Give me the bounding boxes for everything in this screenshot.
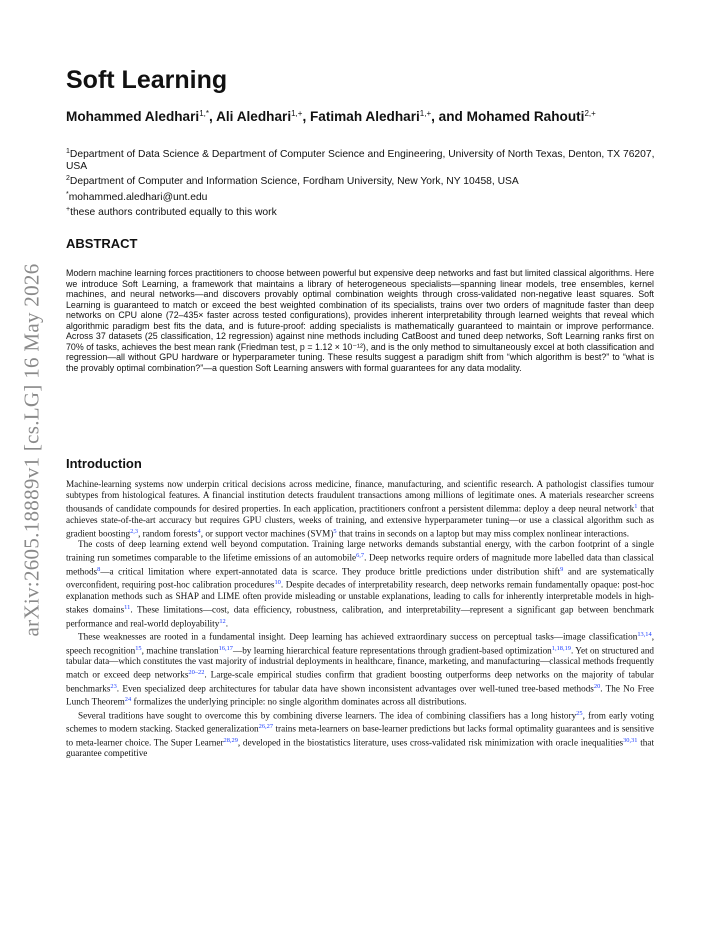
paragraph-text: and are systematically overconfident, requiring post-hoc calibration procedures	[66, 566, 654, 590]
author-name: Mohammed Aledhari	[66, 109, 200, 124]
introduction-paragraph	[66, 708, 654, 760]
author-affiliation-mark: 1,*	[199, 109, 209, 118]
author-separator: , and	[431, 109, 467, 124]
paragraph-text: The costs of deep learning extend well beyond computation. Training large networks demands substantial energy, with the carbon footprint of a single training run sometimes comparable to the lifetime emissions of an automobile	[66, 539, 654, 563]
paragraph-text: , speech recognition	[66, 631, 654, 656]
citation-link[interactable]: 15	[135, 644, 142, 652]
introduction-body	[66, 479, 654, 760]
author-separator: ,	[302, 109, 310, 124]
arxiv-identifier-stamp	[0, 0, 60, 932]
introduction-paragraph	[66, 479, 654, 539]
paragraph-text: . Even specialized deep architectures for tabular data have shown inconsistent advantages over well-tuned tree-based methods	[116, 683, 594, 694]
affiliation-text: Department of Computer and Information Science, Fordham University, New York, NY 10458, USA	[69, 176, 519, 188]
paragraph-text: .	[225, 618, 229, 629]
citation-link[interactable]: 13,14	[637, 631, 652, 639]
citation-link[interactable]: 26,27	[258, 723, 274, 731]
paragraph-text: , or support vector machines (SVM)	[200, 528, 334, 539]
paragraph-text: , from early voting schemes to modern stacking. Stacked generalization	[66, 710, 654, 734]
affiliation-mark: 2	[66, 175, 70, 183]
citation-link[interactable]: 30,31	[623, 736, 638, 744]
abstract-heading: ABSTRACT	[66, 236, 138, 251]
citation-link[interactable]: 23	[110, 682, 117, 690]
author-separator: ,	[209, 109, 217, 124]
affiliation-line	[66, 173, 666, 188]
citation-link[interactable]: 25	[576, 709, 583, 717]
citation-link[interactable]: 2,3	[130, 527, 139, 535]
affiliation-line	[66, 189, 666, 204]
paragraph-text: , machine translation	[141, 645, 219, 656]
citation-link[interactable]: 6,7	[356, 552, 365, 560]
affiliation-mark: +	[66, 205, 71, 213]
introduction-paragraph	[66, 539, 654, 629]
author-name: Fatimah Aledhari	[310, 109, 420, 124]
paragraph-text: . Yet on structured and tabular data—which constitutes the vast majority of industrial deployments in healthcare, finance, marketing, and manufacturing—classical methods frequently match or exceed deep networks	[66, 645, 655, 680]
citation-link[interactable]: 28,29	[223, 736, 238, 744]
paragraph-text: Several traditions have sought to overcome this by combining diverse learners. The idea of combining classifiers has a long history	[78, 710, 577, 721]
citation-link[interactable]: 5	[333, 527, 337, 535]
paragraph-text: , developed in the biostatistics literature, uses cross-validated risk minimization with oracle inequalities	[237, 737, 624, 748]
author-list	[66, 109, 686, 124]
paragraph-text: that trains in seconds on a laptop but may miss complex nonlinear interactions.	[336, 528, 630, 539]
paragraph-text: These weaknesses are rooted in a fundamental insight. Deep learning has achieved extraordinary success on perceptual tasks—image classification	[78, 631, 638, 642]
citation-link[interactable]: 4	[197, 527, 201, 535]
citation-link[interactable]: 1	[634, 503, 638, 511]
citation-link[interactable]: 8	[97, 565, 101, 573]
affiliation-text: Department of Data Science & Department of Computer Science and Engineering, University of North Texas, Denton, TX 76207, USA	[66, 149, 655, 173]
affiliation-text: these authors contributed equally to this work	[70, 206, 277, 218]
paragraph-text: —a critical limitation where expert-annotated data is scarce. They produce brittle predictions under distribution shift	[100, 566, 561, 577]
citation-link[interactable]: 24	[124, 696, 132, 704]
author-name: Mohamed Rahouti	[466, 109, 585, 124]
paragraph-text: . The No Free Lunch Theorem	[66, 683, 654, 707]
affiliation-line	[66, 146, 666, 173]
paragraph-text: that guarantee competitive	[66, 737, 654, 759]
paragraph-text: . Deep networks require orders of magnitude more labelled data than classical methods	[66, 552, 654, 577]
paper-title: Soft Learning	[66, 66, 228, 94]
paragraph-text: , random forests	[138, 528, 198, 539]
author-affiliation-mark: 2,+	[584, 109, 596, 118]
paragraph-text: —by learning hierarchical feature representations through gradient-based optimization	[233, 645, 552, 656]
citation-link[interactable]: 12	[219, 617, 226, 625]
introduction-paragraph	[66, 629, 654, 708]
paragraph-text: . Despite decades of interpretability research, deep networks remain fundamentally opaque: post-hoc explanation methods such as SHAP and LIME often provide misleading or unstable explanations, leading to calls for inherently interpretable models in high-stakes domains	[66, 579, 654, 615]
paragraph-text: formalizes the underlying principle: no single algorithm dominates across all distributions.	[131, 696, 467, 707]
citation-link[interactable]: 16,17	[218, 644, 233, 652]
affiliation-text: mohammed.aledhari@unt.edu	[68, 191, 208, 203]
arxiv-identifier-text: arXiv:2605.18889v1 [cs.LG] 16 May 2026	[19, 263, 44, 637]
affiliation-mark: 1	[66, 148, 70, 155]
citation-link[interactable]: 11	[124, 603, 131, 611]
citation-link[interactable]: 20	[593, 682, 601, 690]
paragraph-text: . Large-scale empirical studies confirm that gradient boosting outperforms deep networks on the majority of tabular benchmarks	[66, 669, 654, 694]
citation-link[interactable]: 1,18,19	[551, 644, 571, 652]
paragraph-text: trains meta-learners on base-learner predictions but lacks formal optimality guarantees and is sensitive to meta-learner choice. The Super Learner	[66, 723, 654, 748]
citation-link[interactable]: 9	[560, 565, 564, 573]
affiliation-list	[66, 146, 666, 219]
paragraph-text: that achieves state-of-the-art accuracy but requires GPU clusters, weeks of training, and extensive hyperparameter tuning—or use a classical algorithm such as gradient boosting	[66, 503, 654, 539]
citation-link[interactable]: 20–22	[188, 669, 205, 677]
author-name: Ali Aledhari	[216, 109, 292, 124]
paragraph-text: . These limitations—cost, data efficiency, robustness, calibration, and interpretability—represent a significant gap between benchmark performance and real-world deployability	[66, 604, 654, 629]
introduction-heading: Introduction	[66, 456, 142, 471]
abstract-text: Modern machine learning forces practitioners to choose between powerful but expensive deep networks and fast but limited classical algorithms. Here we introduce Soft Learning, a framework that maintains a library of heterogeneous specialists—spanning linear models, tree ensembles, kernel machines, and neural networks—and discovers provably optimal combination weights through cross-validated non-negative least squares. Soft Learning is guaranteed to match or exceed the best weighted combination of its specialists, trains over two orders of magnitude faster than deep networks on CPU alone (72–435× faster across tested configurations), provides inherent interpretability through learned weights that reveal which algorithmic paradigm best fits the data, and is future-proof: adding specialists is mathematically guaranteed to maintain or improve performance. Across 37 datasets (25 classification, 12 regression) against nine methods including CatBoost and tuned deep networks, Soft Learning ranks first on 70% of tasks, achieves the best mean rank (Friedman test, p = 1.12 × 10⁻¹²), and is the only method to simultaneously excel at both classification and regression—all without GPU hardware or hyperparameter tuning. These results suggest a paradigm shift from “which algorithm is best?” to “what is the provably optimal combination?”—a question Soft Learning answers with formal guarantees for any data modality.	[66, 268, 654, 373]
author-affiliation-mark: 1,+	[419, 109, 432, 118]
author-affiliation-mark: 1,+	[291, 109, 303, 118]
citation-link[interactable]: 10	[274, 579, 281, 587]
affiliation-line	[66, 204, 666, 219]
paragraph-text: Machine-learning systems now underpin critical decisions across medicine, finance, manufacturing, and scientific research. A pathologist classifies tumour subtypes from histological features. A financial institution detects fraudulent transactions among millions of legitimate ones. A materials researcher screens thousands of candidate compounds for desired properties. In each application, practitioners confront a persistent dilemma: deploy a deep neural network	[66, 479, 654, 514]
affiliation-mark: *	[66, 190, 69, 198]
